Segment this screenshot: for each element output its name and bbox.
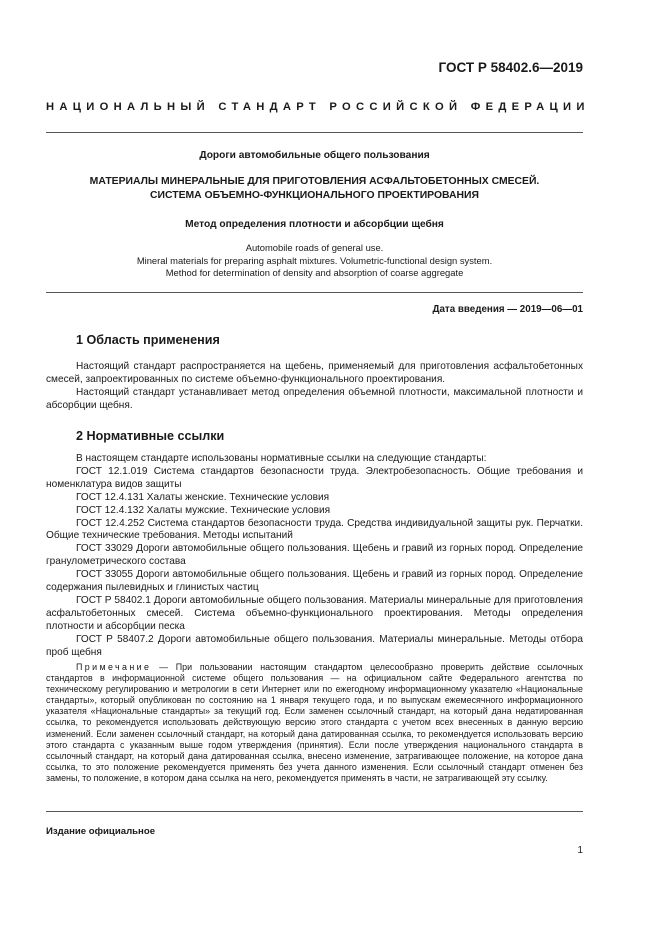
header-divider	[46, 132, 583, 133]
national-standard-banner: НАЦИОНАЛЬНЫЙ СТАНДАРТ РОССИЙСКОЙ ФЕДЕРАЦИИ	[46, 101, 590, 113]
section-2-heading: 2 Нормативные ссылки	[76, 429, 225, 443]
standard-subtitle: Дороги автомобильные общего пользования	[199, 150, 430, 161]
section-2-body	[46, 453, 583, 660]
section-1-body	[46, 361, 583, 413]
note-paragraph	[46, 662, 583, 784]
method-title: Метод определения плотности и абсорбции щебня	[185, 219, 444, 230]
section-1-paragraph-2: Настоящий стандарт устанавливает метод определения объемной плотности, максимальной плотности и абсорбции щебня.	[46, 386, 583, 411]
official-edition-label: Издание официальное	[46, 826, 156, 837]
reference-item: ГОСТ Р 58402.1 Дороги автомобильные общего пользования. Материалы минеральные для приготовления асфальтобетонных смесей. Система объемно-функционального проектирования. Методы определения плотности и абсорбции песка	[46, 594, 583, 632]
section-1-paragraph-1: Настоящий стандарт распространяется на щебень, применяемый для приготовления асфальтобетонных смесей, запроектированных по системе объемно-функционального проектирования.	[46, 361, 583, 385]
reference-item: ГОСТ 33055 Дороги автомобильные общего пользования. Щебень и гравий из горных пород. Определение содержания пылевидных и глинистых частиц	[46, 569, 583, 594]
note-text: — При пользовании настоящим стандартом целесообразно проверить действие ссылочных стандартов в информационной системе общего пользования — на официальном сайте Федерального агентства по техническому регулированию и метрологии в сети Интернет или по ежегодному информационному указателю «Национальные стандарты», который опубликован по состоянию на 1 января текущего года, и по выпускам ежемесячного информационного указателя «Национальные стандарты» за текущий год. Если заменен ссылочный стандарт, на который дана недатированная ссылка, то рекомендуется использовать действующую версию этого стандарта с учетом всех внесенных в данную версию изменений. Если заменен ссылочный стандарт, на который дана датированная ссылка, то рекомендуется использовать версию этого стандарта с указанным выше годом утверждения (принятия). Если после утверждения национального стандарта в ссылочный стандарт, на который дана датированная ссылка, внесено изменение, затрагивающее положение, на которое дана ссылка, то это положение рекомендуется применять без учета данного изменения. Если ссылочный стандарт отменен без замены, то положение, в котором дана ссылка на него, рекомендуется применять в части, не затрагивающей эту ссылку.	[46, 662, 583, 783]
reference-item: ГОСТ 12.4.252 Система стандартов безопасности труда. Средства индивидуальной защиты рук. Перчатки. Общие технические требования. Методы испытаний	[46, 517, 583, 542]
note-block	[46, 662, 583, 784]
english-title-line-1: Automobile roads of general use.	[245, 242, 384, 253]
page-number: 1	[577, 845, 583, 856]
english-title-line-3: Method for determination of density and absorption of coarse aggregate	[165, 267, 464, 278]
standard-title	[46, 175, 583, 203]
standard-title-line-1: МАТЕРИАЛЫ МИНЕРАЛЬНЫЕ ДЛЯ ПРИГОТОВЛЕНИЯ АСФАЛЬТОБЕТОННЫХ СМЕСЕЙ.	[89, 176, 540, 187]
footer-divider	[46, 811, 583, 812]
section-2-intro: В настоящем стандарте использованы нормативные ссылки на следующие стандарты:	[76, 453, 487, 464]
reference-item: ГОСТ 33029 Дороги автомобильные общего пользования. Щебень и гравий из горных пород. Определение гранулометрического состава	[46, 543, 583, 568]
section-1-heading: 1 Область применения	[76, 333, 220, 347]
reference-item: ГОСТ 12.4.132 Халаты мужские. Технические условия	[76, 504, 331, 516]
standard-title-line-2: СИСТЕМА ОБЪЕМНО-ФУНКЦИОНАЛЬНОГО ПРОЕКТИРОВАНИЯ	[150, 190, 479, 201]
english-title	[46, 242, 583, 280]
note-label: Примечание	[76, 662, 152, 672]
english-title-line-2: Mineral materials for preparing asphalt mixtures. Volumetric-functional design system.	[136, 254, 493, 266]
title-divider	[46, 292, 583, 293]
reference-item: ГОСТ 12.1.019 Система стандартов безопасности труда. Электробезопасность. Общие требования и номенклатура видов защиты	[46, 465, 583, 490]
reference-item: ГОСТ 12.4.131 Халаты женские. Технические условия	[76, 491, 330, 503]
introduction-date: Дата введения — 2019—06—01	[432, 304, 583, 315]
reference-item: ГОСТ Р 58407.2 Дороги автомобильные общего пользования. Материалы минеральные. Методы отбора проб щебня	[46, 633, 583, 658]
document-code: ГОСТ Р 58402.6—2019	[438, 60, 583, 75]
